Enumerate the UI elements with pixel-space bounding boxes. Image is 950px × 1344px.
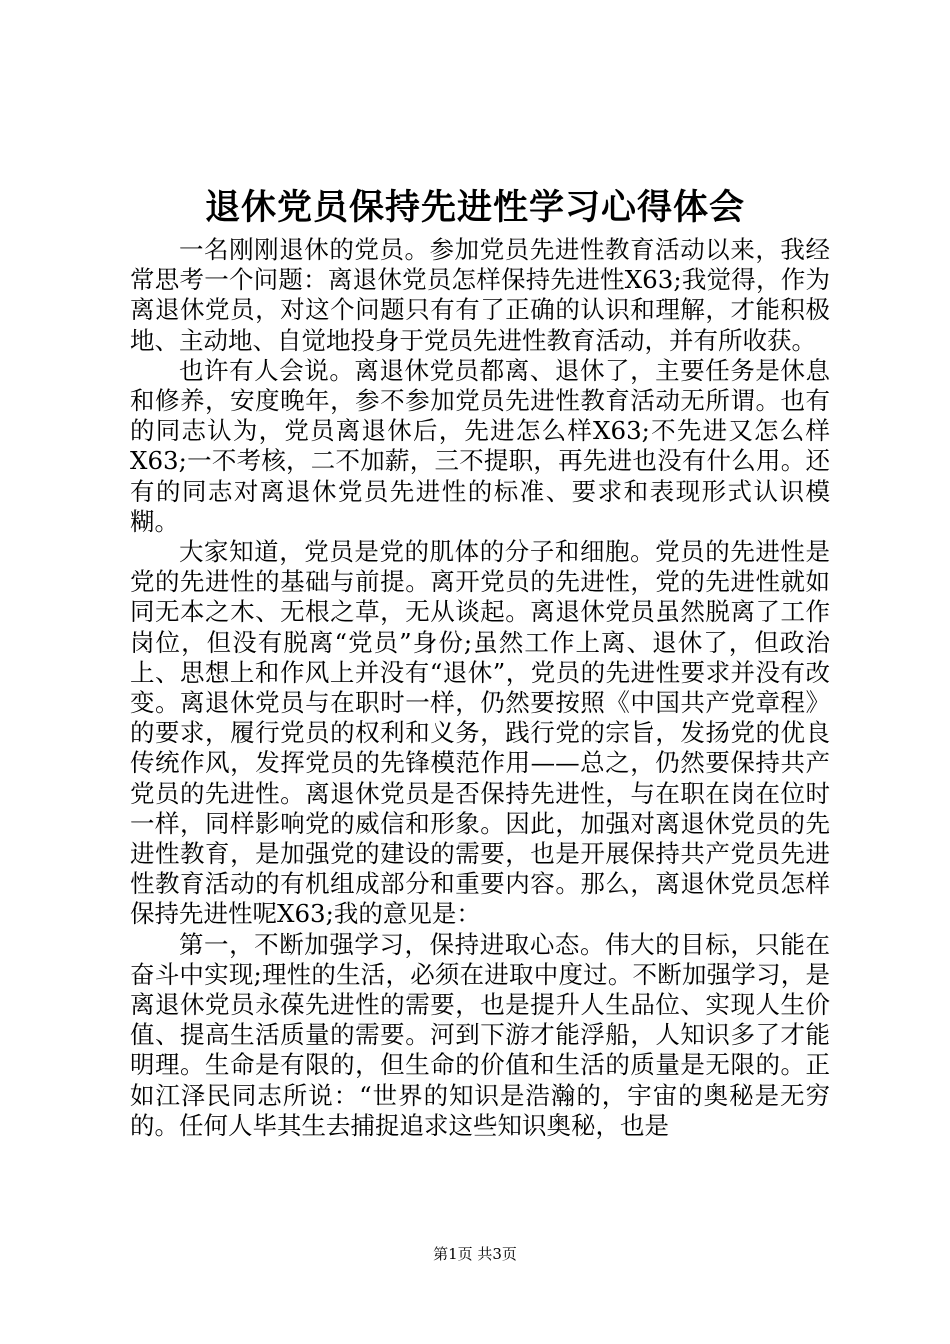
paragraph: 大家知道，党员是党的肌体的分子和细胞。党员的先进性是党的先进性的基础与前提。离开党员的先进性，党的先进性就如同无本之木、无根之草，无从谈起。离退休党员虽然脱离了工作岗位，但没有脱离“党员”身份;虽然工作上离、退休了，但政治上、思想上和作风上并没有“退休”，党员的先进性要求并没有改变。离退休党员与在职时一样，仍然要按照《中国共产党章程》的要求，履行党员的权利和义务，践行党的宗旨，发扬党的优良传统作风，发挥党员的先锋模范作用——总之，仍然要保持共产党员的先进性。离退休党员是否保持先进性，与在职在岗在位时一样，同样影响党的威信和形象。因此，加强对离退休党员的先进性教育，是加强党的建设的需要，也是开展保持共产党员先进性教育活动的有机组成部分和重要内容。那么，离退休党员怎样保持先进性呢X63;我的意见是：: [130, 537, 830, 929]
page-footer: 第1页 共3页: [433, 1245, 517, 1263]
document-title: 退休党员保持先进性学习心得体会: [204, 188, 745, 228]
document-body: [130, 235, 830, 1141]
paragraph: 也许有人会说。离退休党员都离、退休了，主要任务是休息和修养，安度晚年，参不参加党员先进性教育活动无所谓。也有的同志认为，党员离退休后，先进怎么样X63;不先进又怎么样X63;一不考核，二不加薪，三不提职，再先进也没有什么用。还有的同志对离退休党员先进性的标准、要求和表现形式认识模糊。: [130, 355, 830, 536]
paragraph: 一名刚刚退休的党员。参加党员先进性教育活动以来，我经常思考一个问题：离退休党员怎样保持先进性X63;我觉得，作为离退休党员，对这个问题只有有了正确的认识和理解，才能积极地、主动地、自觉地投身于党员先进性教育活动，并有所收获。: [130, 235, 830, 355]
paragraph: 第一，不断加强学习，保持进取心态。伟大的目标，只能在奋斗中实现;理性的生活，必须在进取中度过。不断加强学习，是离退休党员永葆先进性的需要，也是提升人生品位、实现人生价值、提高生活质量的需要。河到下游才能浮船，人知识多了才能明理。生命是有限的，但生命的价值和生活的质量是无限的。正如江泽民同志所说：“世界的知识是浩瀚的，宇宙的奥秘是无穷的。任何人毕其生去捕捉追求这些知识奥秘，也是: [130, 929, 830, 1140]
